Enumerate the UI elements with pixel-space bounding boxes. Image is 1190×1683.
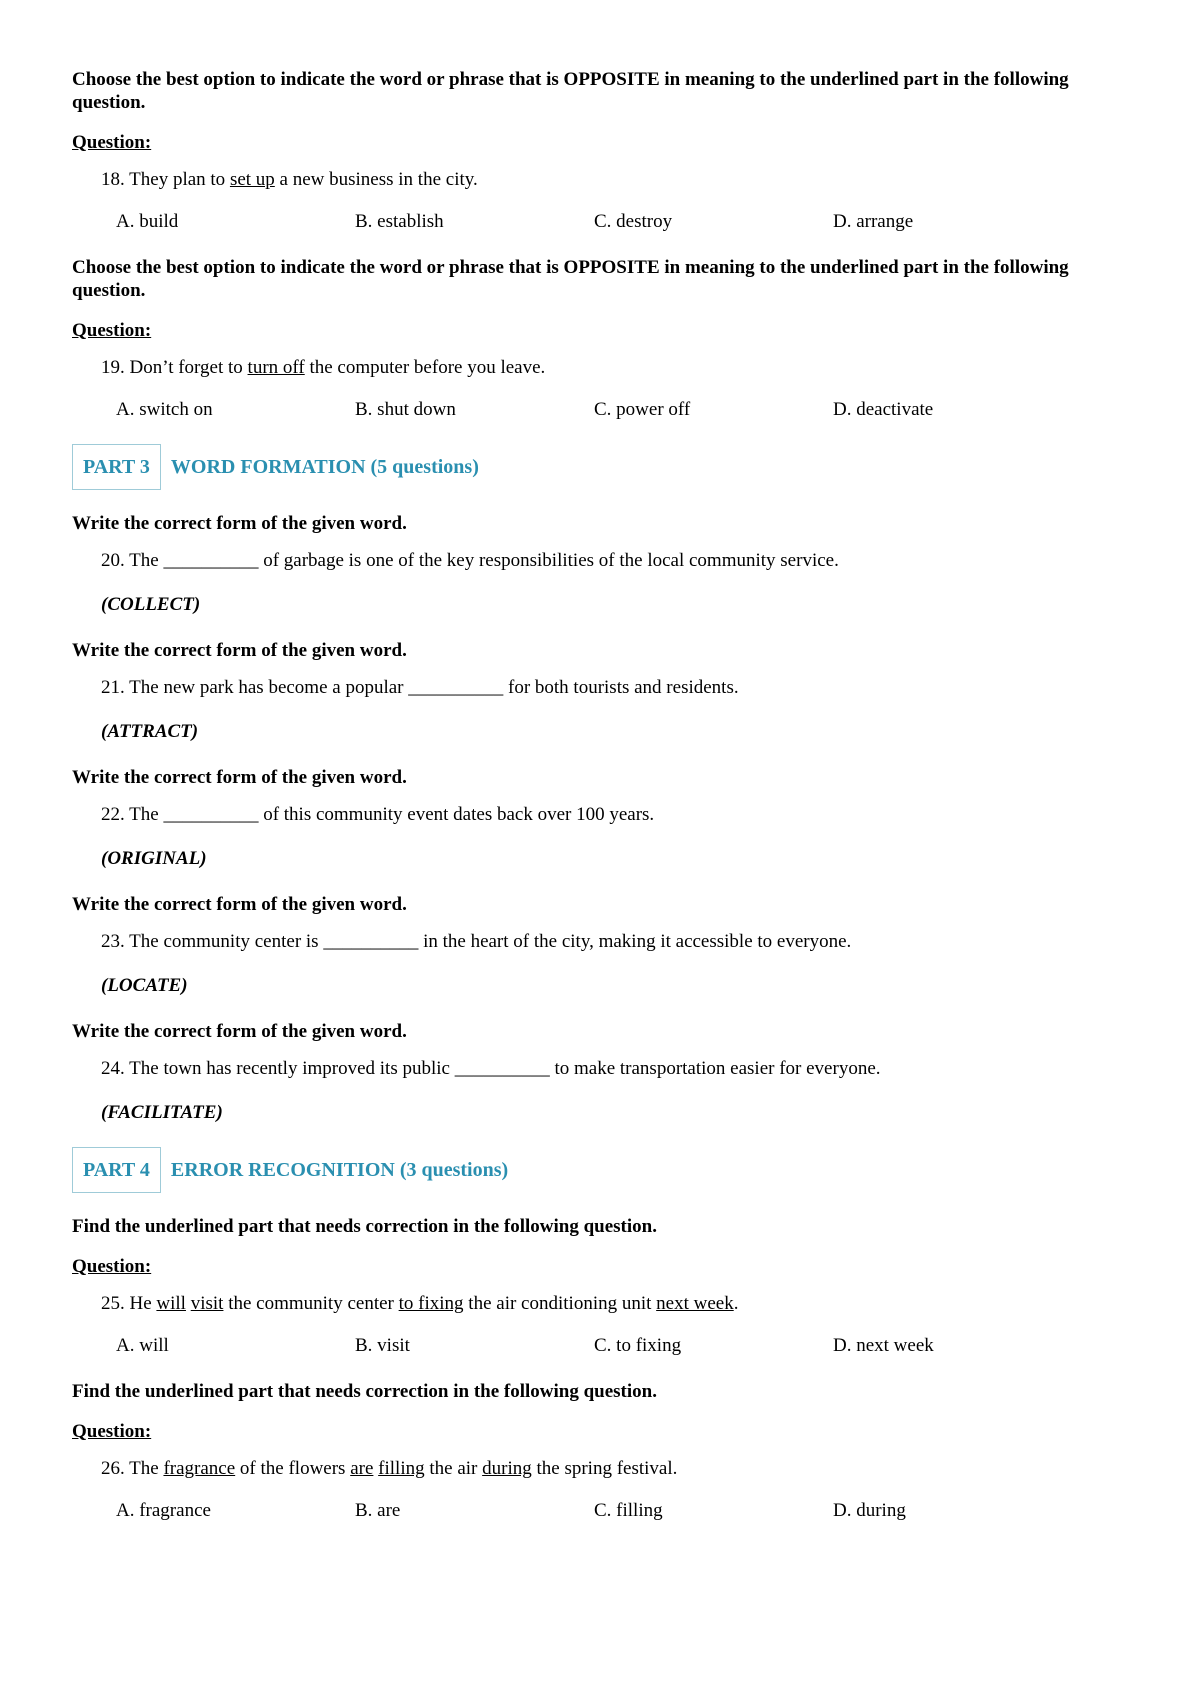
- stem-text: a new business in the city.: [274, 169, 478, 190]
- option-a[interactable]: A. switch on: [116, 399, 213, 420]
- question-label: Question:: [72, 1256, 152, 1277]
- word-hint: (ORIGINAL): [101, 848, 207, 869]
- stem-text: 25. He: [101, 1293, 157, 1314]
- option-a[interactable]: A. fragrance: [116, 1500, 211, 1521]
- stem-text: the spring festival.: [531, 1458, 678, 1479]
- underlined-phrase: are: [350, 1458, 374, 1479]
- underlined-phrase: to fixing: [398, 1293, 464, 1314]
- underlined-phrase: set up: [229, 169, 275, 190]
- question-26-stem: [72, 1457, 1072, 1481]
- stem-text: 18. They plan to: [101, 169, 230, 190]
- word-hint: (COLLECT): [101, 594, 201, 615]
- question-19-stem: [72, 356, 1072, 380]
- part-number-box: PART 3: [72, 444, 161, 490]
- word-hint: (ATTRACT): [101, 721, 199, 742]
- instruction-text: Choose the best option to indicate the word or phrase that is OPPOSITE in meaning to the underlined part in the following question.: [72, 257, 1069, 301]
- option-b[interactable]: B. establish: [355, 211, 444, 232]
- question-25-stem: [72, 1292, 1072, 1316]
- stem-text: the community center: [223, 1293, 399, 1314]
- question-26-options: [72, 1499, 1072, 1523]
- option-c[interactable]: C. power off: [594, 399, 691, 420]
- part-4-header: [72, 1147, 1072, 1193]
- question-18-stem: [72, 168, 1072, 192]
- option-b[interactable]: B. visit: [355, 1335, 410, 1356]
- option-b[interactable]: B. are: [355, 1500, 401, 1521]
- instruction-text: Write the correct form of the given word.: [72, 513, 407, 534]
- option-c[interactable]: C. filling: [594, 1500, 663, 1521]
- underlined-phrase: fragrance: [163, 1458, 236, 1479]
- option-c[interactable]: C. destroy: [594, 211, 673, 232]
- question-label: Question:: [72, 132, 152, 153]
- instruction-text: Write the correct form of the given word.: [72, 1021, 407, 1042]
- underlined-phrase: filling: [378, 1458, 425, 1479]
- option-a[interactable]: A. will: [116, 1335, 169, 1356]
- option-c[interactable]: C. to fixing: [594, 1335, 682, 1356]
- word-hint: (LOCATE): [101, 975, 188, 996]
- part-3-header: [72, 444, 1072, 490]
- part-title: ERROR RECOGNITION (3 questions): [170, 1158, 509, 1181]
- stem-text: the air: [424, 1458, 483, 1479]
- underlined-phrase: visit: [190, 1293, 224, 1314]
- question-label: Question:: [72, 320, 152, 341]
- worksheet-page: [72, 68, 1072, 1523]
- instruction-text: Write the correct form of the given word.: [72, 640, 407, 661]
- instruction-text: Choose the best option to indicate the word or phrase that is OPPOSITE in meaning to the underlined part in the following question.: [72, 69, 1069, 113]
- question-20-stem: 20. The __________ of garbage is one of the key responsibilities of the local community service.: [101, 550, 839, 571]
- option-a[interactable]: A. build: [116, 211, 179, 232]
- question-label: Question:: [72, 1421, 152, 1442]
- option-b[interactable]: B. shut down: [355, 399, 456, 420]
- stem-text: the computer before you leave.: [304, 357, 546, 378]
- stem-text: the air conditioning unit: [463, 1293, 657, 1314]
- question-21-stem: 21. The new park has become a popular __________ for both tourists and residents.: [101, 677, 739, 698]
- stem-text: of the flowers: [235, 1458, 351, 1479]
- instruction-text: Find the underlined part that needs correction in the following question.: [72, 1381, 657, 1402]
- question-19-options: [72, 398, 1072, 422]
- word-hint: (FACILITATE): [101, 1102, 223, 1123]
- option-d[interactable]: D. deactivate: [833, 399, 934, 420]
- question-25-options: [72, 1334, 1072, 1358]
- part-number-box: PART 4: [72, 1147, 161, 1193]
- underlined-phrase: during: [482, 1458, 532, 1479]
- part-title: WORD FORMATION (5 questions): [170, 455, 479, 478]
- instruction-text: Write the correct form of the given word.: [72, 767, 407, 788]
- question-18-options: [72, 210, 1072, 234]
- option-d[interactable]: D. during: [833, 1500, 906, 1521]
- question-24-stem: 24. The town has recently improved its public __________ to make transportation easier for everyone.: [101, 1058, 881, 1079]
- stem-text: .: [733, 1293, 739, 1314]
- underlined-phrase: next week: [656, 1293, 734, 1314]
- question-22-stem: 22. The __________ of this community event dates back over 100 years.: [101, 804, 655, 825]
- underlined-phrase: will: [156, 1293, 186, 1314]
- option-d[interactable]: D. arrange: [833, 211, 914, 232]
- instruction-text: Find the underlined part that needs correction in the following question.: [72, 1216, 657, 1237]
- instruction-text: Write the correct form of the given word.: [72, 894, 407, 915]
- question-23-stem: 23. The community center is __________ in the heart of the city, making it accessible to everyone.: [101, 931, 852, 952]
- stem-text: 26. The: [101, 1458, 164, 1479]
- underlined-phrase: turn off: [247, 357, 305, 378]
- stem-text: 19. Don’t forget to: [101, 357, 248, 378]
- option-d[interactable]: D. next week: [833, 1335, 934, 1356]
